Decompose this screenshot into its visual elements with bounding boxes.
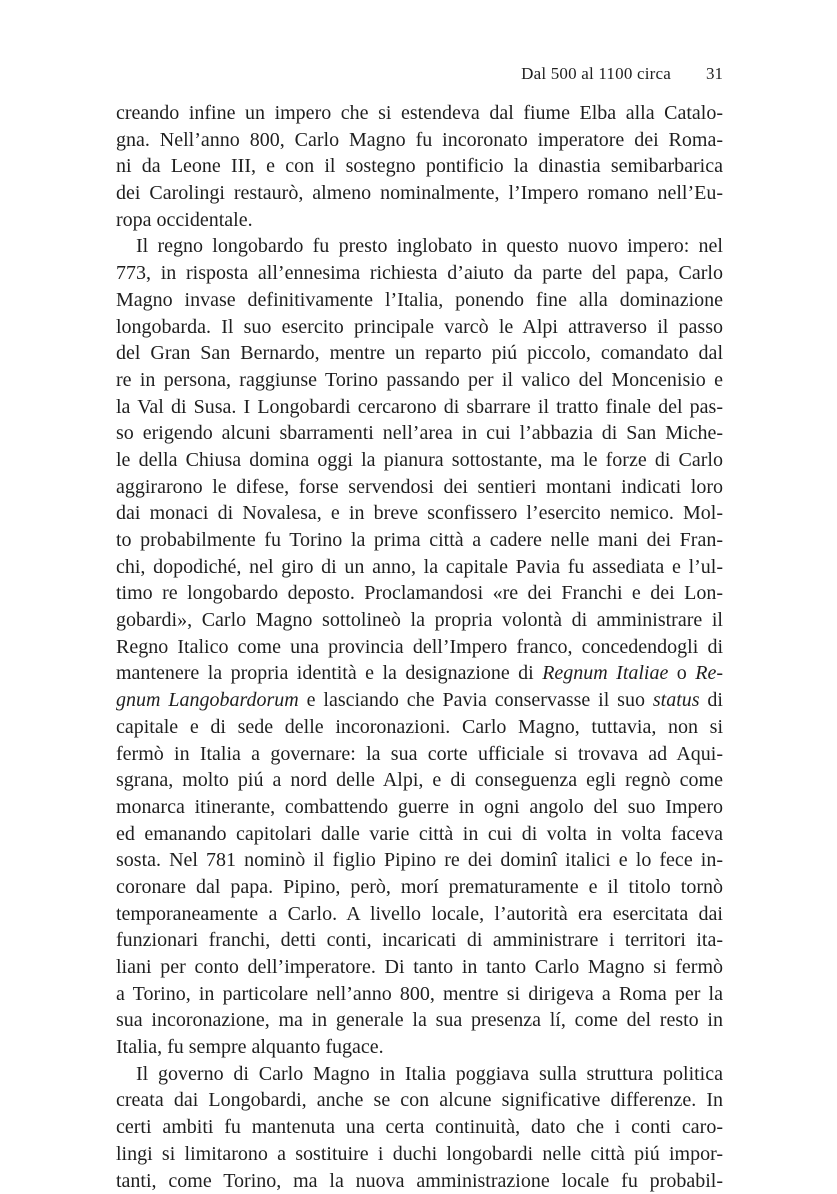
text-line: funzionari franchi, detti conti, incaricati di amministrare i territori ita-	[116, 927, 723, 954]
text-segment: e lasciando che Pavia conservasse il suo	[299, 689, 653, 711]
italic-term: Regnum Italiae	[542, 662, 668, 684]
text-line: la Val di Susa. I Longobardi cercarono di sbarrare il tratto finale del pas-	[116, 394, 723, 421]
text-segment: o	[668, 662, 695, 684]
text-line: coronare dal papa. Pipino, però, morí prematuramente e il titolo tornò	[116, 874, 723, 901]
text-line: sgrana, molto piú a nord delle Alpi, e di conseguenza egli regnò come	[116, 767, 723, 794]
italic-term: gnum Langobardorum	[116, 689, 299, 711]
text-line: creando infine un impero che si estendeva dal fiume Elba alla Catalo-	[116, 100, 723, 127]
text-segment: di	[700, 689, 723, 711]
text-line: capitale e di sede delle incoronazioni. Carlo Magno, tuttavia, non si	[116, 714, 723, 741]
text-segment: mantenere la propria identità e la designazione di	[116, 662, 534, 684]
italic-term: Re-	[695, 662, 723, 684]
text-line: a Torino, in particolare nell’anno 800, mentre si dirigeva a Roma per la	[116, 981, 723, 1008]
running-head	[116, 64, 723, 88]
text-line: to probabilmente fu Torino la prima città a cadere nelle mani dei Fran-	[116, 527, 723, 554]
text-line: Regno Italico come una provincia dell’Impero franco, concedendogli di	[116, 634, 723, 661]
text-line: sosta. Nel 781 nominò il figlio Pipino re dei dominî italici e lo fece in-	[116, 847, 723, 874]
text-line: temporaneamente a Carlo. A livello locale, l’autorità era esercitata dai	[116, 901, 723, 928]
body-text	[116, 100, 723, 1194]
text-line: ed emanando capitolari dalle varie città in cui di volta in volta faceva	[116, 821, 723, 848]
text-line: Il regno longobardo fu presto inglobato in questo nuovo impero: nel	[116, 233, 723, 260]
text-line: dei Carolingi restaurò, almeno nominalmente, l’Impero romano nell’Eu-	[116, 180, 723, 207]
text-line: tanti, come Torino, ma la nuova amministrazione locale fu probabil-	[116, 1168, 723, 1194]
text-line: dai monaci di Novalesa, e in breve sconfissero l’esercito nemico. Mol-	[116, 500, 723, 527]
text-line: re in persona, raggiunse Torino passando per il valico del Moncenisio e	[116, 367, 723, 394]
text-line: Il governo di Carlo Magno in Italia poggiava sulla struttura politica	[116, 1061, 723, 1088]
text-line: sua incoronazione, ma in generale la sua presenza lí, come del resto in	[116, 1007, 723, 1034]
text-line: chi, dopodiché, nel giro di un anno, la capitale Pavia fu assediata e l’ul-	[116, 554, 723, 581]
page-number: 31	[706, 64, 723, 84]
text-line: Magno invase definitivamente l’Italia, ponendo fine alla dominazione	[116, 287, 723, 314]
text-line-mixed	[116, 687, 723, 714]
text-line: ropa occidentale.	[116, 207, 723, 234]
text-line: liani per conto dell’imperatore. Di tanto in tanto Carlo Magno si fermò	[116, 954, 723, 981]
text-line: timo re longobardo deposto. Proclamandosi «re dei Franchi e dei Lon-	[116, 580, 723, 607]
text-line: gna. Nell’anno 800, Carlo Magno fu incoronato imperatore dei Roma-	[116, 127, 723, 154]
text-line: creata dai Longobardi, anche se con alcune significative differenze. In	[116, 1087, 723, 1114]
text-line: Italia, fu sempre alquanto fugace.	[116, 1034, 723, 1061]
text-line: fermò in Italia a governare: la sua corte ufficiale si trovava ad Aqui-	[116, 741, 723, 768]
text-line: so erigendo alcuni sbarramenti nell’area in cui l’abbazia di San Miche-	[116, 420, 723, 447]
text-line: 773, in risposta all’ennesima richiesta d’aiuto da parte del papa, Carlo	[116, 260, 723, 287]
text-line: longobarda. Il suo esercito principale varcò le Alpi attraverso il passo	[116, 314, 723, 341]
text-line: monarca itinerante, combattendo guerre in ogni angolo del suo Impero	[116, 794, 723, 821]
text-line: gobardi», Carlo Magno sottolineò la propria volontà di amministrare il	[116, 607, 723, 634]
text-line: certi ambiti fu mantenuta una certa continuità, dato che i conti caro-	[116, 1114, 723, 1141]
text-line-mixed	[116, 660, 723, 687]
text-line: ni da Leone III, e con il sostegno pontificio la dinastia semibarbarica	[116, 153, 723, 180]
text-line: del Gran San Bernardo, mentre un reparto piú piccolo, comandato dal	[116, 340, 723, 367]
text-line: aggirarono le difese, forse servendosi dei sentieri montani indicati loro	[116, 474, 723, 501]
italic-term: status	[653, 689, 700, 711]
running-title: Dal 500 al 1100 circa	[521, 64, 671, 84]
text-line: lingi si limitarono a sostituire i duchi longobardi nelle città piú impor-	[116, 1141, 723, 1168]
text-line: le della Chiusa domina oggi la pianura sottostante, ma le forze di Carlo	[116, 447, 723, 474]
